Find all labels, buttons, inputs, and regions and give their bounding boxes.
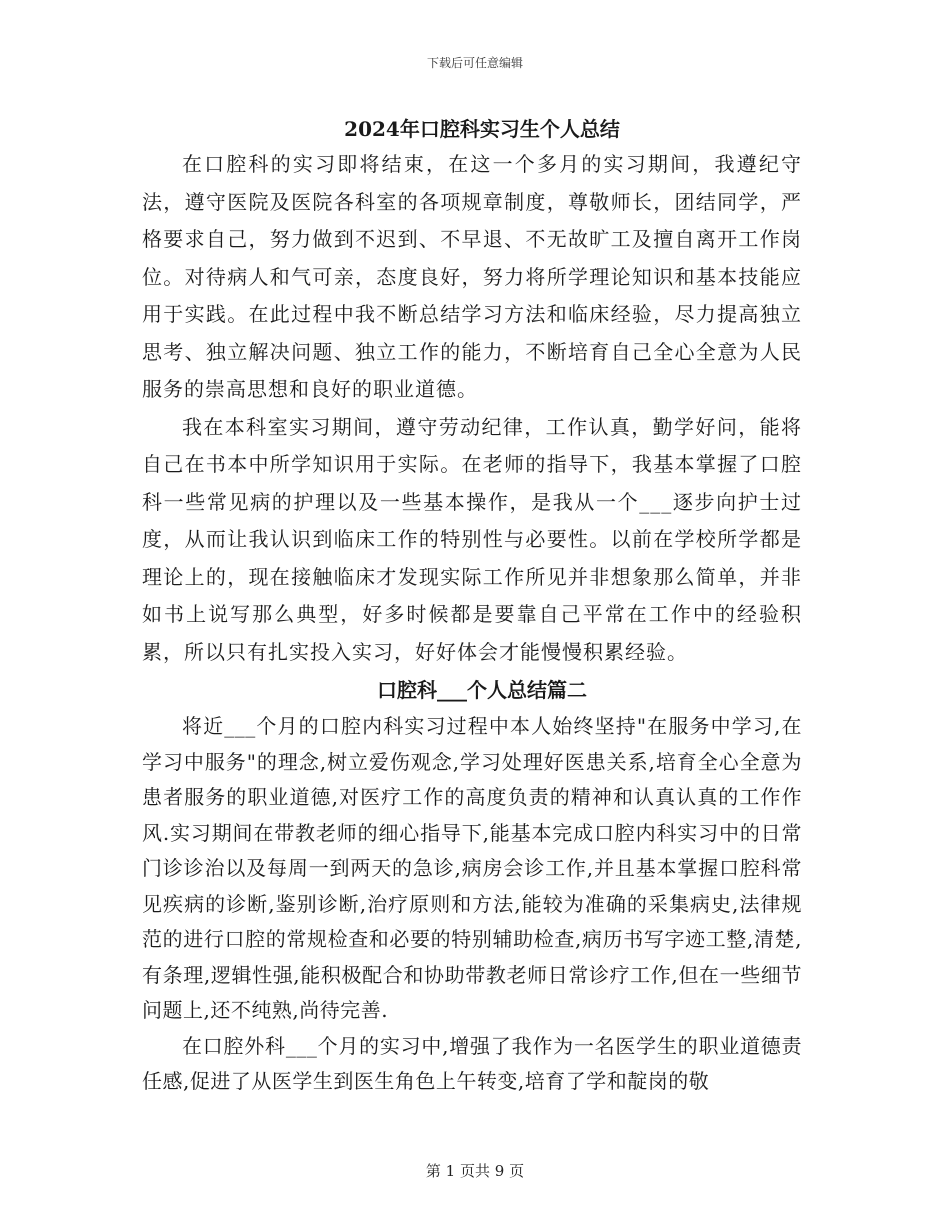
section-subtitle: 口腔科___个人总结篇二 — [377, 678, 587, 702]
header-note: 下载后可任意编辑 — [426, 56, 523, 70]
paragraph-3: 将近___个月的口腔内科实习过程中本人始终坚持"在服务中学习,在学习中服务"的理念,树立爱伤观念,学习处理好医患关系,培育全心全意为患者服务的职业道德,对医疗工作的高度负责的精神和认真认真的工作作风.实习期间在带教老师的细心指导下,能基本完成口腔内科实习中的日常门诊诊治以及每周一到两天的急诊,病房会诊工作,并且基本掌握口腔科常见疾病的诊断,鉴别诊断,治疗原则和方法,能较为准确的采集病史,法律规范的进行口腔的常规检查和必要的特别辅助检查,病历书写字迹工整,清楚,有条理,逻辑性强,能积极配合和协助带教老师日常诊疗工作,但在一些细节问题上,还不纯熟,尚待完善. — [142, 714, 802, 1022]
paragraph-2: 我在本科室实习期间，遵守劳动纪律，工作认真，勤学好问，能将自己在书本中所学知识用于实际。在老师的指导下，我基本掌握了口腔科一些常见病的护理以及一些基本操作，是我从一个___逐步向护士过度，从而让我认识到临床工作的特别性与必要性。以前在学校所学都是理论上的，现在接触临床才发现实际工作所见并非想象那么简单，并非如书上说写那么典型，好多时候都是要靠自己平常在工作中的经验积累，所以只有扎实投入实习，好好体会才能慢慢积累经验。 — [142, 414, 802, 664]
paragraph-1: 在口腔科的实习即将结束，在这一个多月的实习期间，我遵纪守法，遵守医院及医院各科室的各项规章制度，尊敬师长，团结同学，严格要求自己，努力做到不迟到、不早退、不无故旷工及擅自离开工作岗位。对待病人和气可亲，态度良好，努力将所学理论知识和基本技能应用于实践。在此过程中我不断总结学习方法和临床经验，尽力提高独立思考、独立解决问题、独立工作的能力，不断培育自己全心全意为人民服务的崇高思想和良好的职业道德。 — [142, 152, 802, 401]
page-footer: 第 1 页共 9 页 — [425, 1162, 525, 1180]
document-title: 2024年口腔科实习生个人总结 — [344, 117, 620, 141]
document-body — [142, 112, 802, 1100]
paragraph-4: 在口腔外科___个月的实习中,增强了我作为一名医学生的职业道德责任感,促进了从医学生到医生角色上午转变,培育了学和靛岗的敬 — [142, 1033, 802, 1093]
